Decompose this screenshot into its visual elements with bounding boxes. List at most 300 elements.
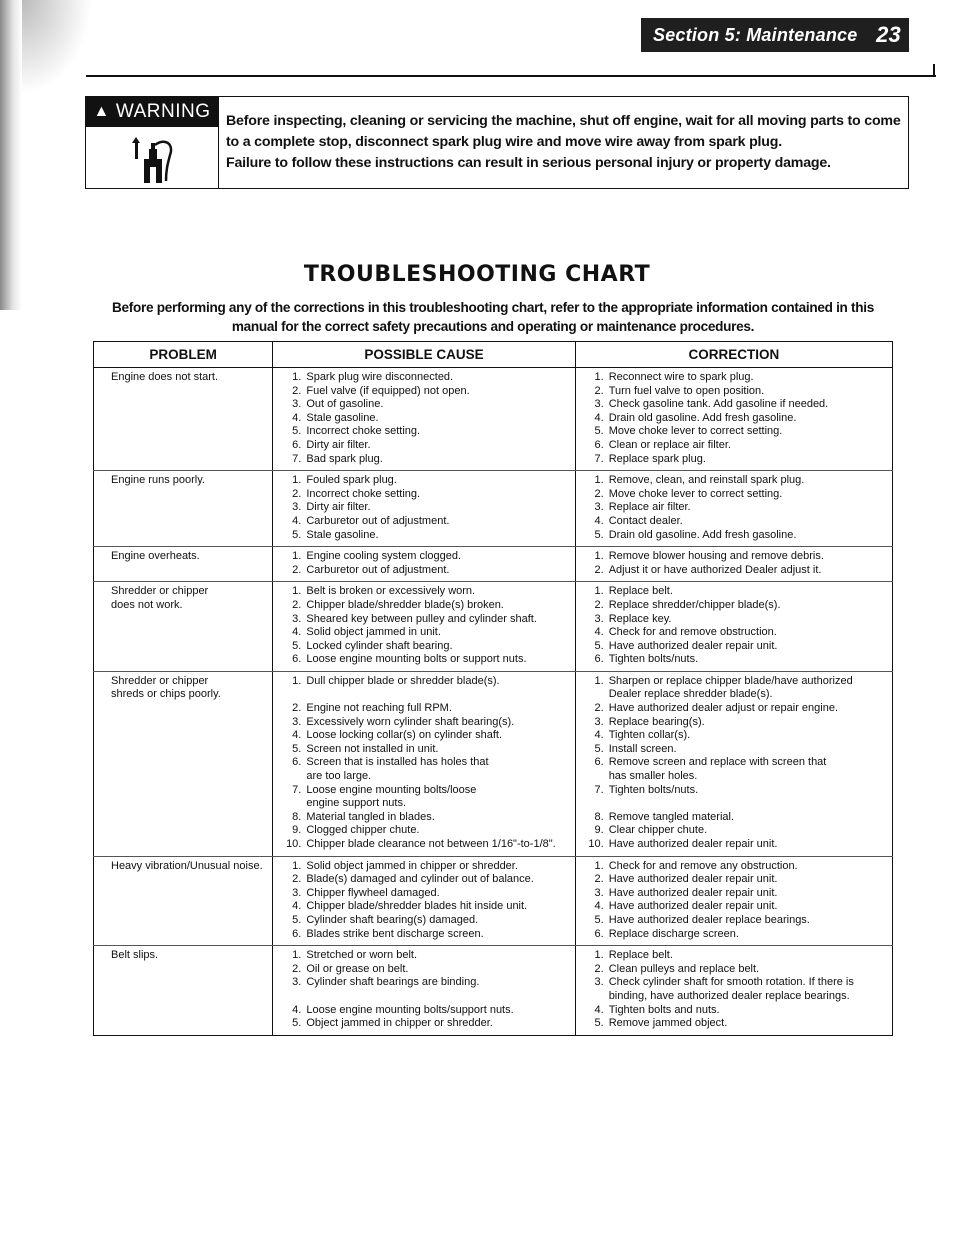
correction-item-text: Check for and remove any obstruction.	[608, 859, 798, 872]
correction-item-text: Clean or replace air filter.	[608, 438, 731, 451]
correction-item-number: 3.	[594, 501, 604, 514]
correction-item	[580, 371, 888, 385]
cause-item-number: 1.	[292, 949, 302, 962]
cause-item-number: 7.	[292, 783, 302, 796]
cause-item	[277, 371, 570, 385]
correction-item-number: 1.	[594, 371, 604, 383]
cause-cell	[273, 471, 575, 547]
cause-item-number: 5.	[292, 425, 302, 438]
cause-item-number: 5.	[292, 639, 302, 652]
correction-item-text: Have authorized dealer repair unit.	[608, 838, 778, 850]
cause-item	[277, 824, 570, 838]
problem-cell: Engine runs poorly.	[94, 471, 273, 547]
cause-item-number: 2.	[292, 487, 302, 500]
correction-item-number: 5.	[594, 425, 604, 438]
correction-item-text: Check for and remove obstruction.	[608, 626, 777, 639]
cause-cell	[273, 946, 575, 1036]
cause-item-text: Dirty air filter.	[306, 438, 371, 451]
cause-item	[277, 784, 570, 811]
cause-item-text: Solid object jammed in unit.	[306, 626, 441, 639]
problem-cell: Heavy vibration/Unusual noise.	[94, 856, 273, 946]
correction-item	[580, 653, 888, 667]
correction-item-text: Check cylinder shaft for smooth rotation. If there is binding, have authorized dealer replace bearings.	[608, 976, 854, 1002]
cause-item-number: 4.	[292, 626, 302, 639]
correction-item	[580, 914, 888, 928]
cause-item-text: Blade(s) damaged and cylinder out of balance.	[306, 873, 534, 886]
cause-item	[277, 453, 570, 467]
cause-item-text: Dull chipper blade or shredder blade(s).	[306, 674, 500, 687]
correction-item-text: Remove, clean, and reinstall spark plug.	[608, 474, 805, 487]
correction-item-number: 4.	[594, 514, 604, 527]
cause-item-number: 3.	[292, 501, 302, 514]
correction-item-text: Replace discharge screen.	[608, 927, 739, 940]
cause-item-text: Incorrect choke setting.	[306, 425, 421, 438]
cause-item-number: 5.	[292, 528, 302, 541]
cause-item-text: Screen that is installed has holes that are too large.	[306, 756, 489, 783]
correction-item	[580, 412, 888, 426]
cause-item-text: Stale gasoline.	[306, 411, 379, 424]
cause-item-number: 6.	[292, 653, 302, 666]
correction-item-number: 7.	[594, 452, 604, 465]
cause-list	[277, 675, 570, 852]
cause-item-text: Cylinder shaft bearing(s) damaged.	[306, 913, 479, 926]
cause-item	[277, 1004, 570, 1018]
cause-item-text: Fouled spark plug.	[306, 474, 397, 487]
correction-item	[580, 949, 888, 963]
correction-item-text: Have authorized dealer repair unit.	[608, 639, 778, 652]
cause-item	[277, 887, 570, 901]
cause-item-number: 3.	[292, 398, 302, 411]
correction-item-number: 5.	[594, 742, 604, 755]
correction-item	[580, 626, 888, 640]
correction-item-number: 1.	[594, 674, 604, 687]
correction-item-number: 2.	[594, 873, 604, 886]
cause-item	[277, 1017, 570, 1031]
warning-instruction: Before inspecting, cleaning or servicing the machine, shut off engine, wait for all moving parts to come to a complete stop, disconnect spark plug wire and move wire away from spark plug.	[226, 113, 901, 150]
table-row	[94, 671, 893, 856]
correction-item	[580, 1017, 888, 1031]
correction-item	[580, 453, 888, 467]
correction-item-text: Tighten bolts/nuts.	[608, 653, 699, 666]
page-number: 23	[876, 22, 901, 47]
correction-list	[580, 474, 888, 542]
correction-item	[580, 564, 888, 578]
warning-consequence: Failure to follow these instructions can result in serious personal injury or property damage.	[226, 155, 831, 171]
cause-item-text: Loose engine mounting bolts/loose engine support nuts.	[306, 783, 477, 810]
cause-item-number: 4.	[292, 729, 302, 742]
cause-item-text: Locked cylinder shaft bearing.	[306, 639, 453, 652]
cause-item-number: 1.	[292, 371, 302, 383]
cause-item	[277, 860, 570, 874]
correction-item	[580, 743, 888, 757]
cause-item	[277, 398, 570, 412]
correction-item-text: Have authorized dealer replace bearings.	[608, 913, 810, 926]
correction-list	[580, 550, 888, 577]
cause-list	[277, 371, 570, 466]
correction-item	[580, 398, 888, 412]
correction-item-text: Tighten collar(s).	[608, 729, 691, 742]
correction-item	[580, 529, 888, 543]
cause-item-text: Carburetor out of adjustment.	[306, 514, 450, 527]
cause-item	[277, 474, 570, 488]
cause-item	[277, 550, 570, 564]
correction-cell	[575, 856, 892, 946]
correction-item-number: 2.	[594, 702, 604, 715]
correction-item	[580, 425, 888, 439]
correction-item-text: Have authorized dealer adjust or repair engine.	[608, 702, 838, 715]
correction-item-text: Contact dealer.	[608, 514, 683, 527]
correction-item-text: Drain old gasoline. Add fresh gasoline.	[608, 528, 797, 541]
correction-item-number: 1.	[594, 474, 604, 487]
correction-item	[580, 474, 888, 488]
cause-item-text: Material tangled in blades.	[306, 810, 435, 823]
cause-item-number: 3.	[292, 886, 302, 899]
correction-item	[580, 729, 888, 743]
cause-item-text: Engine cooling system clogged.	[306, 550, 462, 563]
problem-cell: Belt slips.	[94, 946, 273, 1036]
correction-item-text: Install screen.	[608, 742, 677, 755]
correction-item-number: 4.	[594, 1003, 604, 1016]
cause-item	[277, 949, 570, 963]
correction-item	[580, 515, 888, 529]
column-header-correction: CORRECTION	[575, 342, 892, 368]
correction-item-text: Turn fuel valve to open position.	[608, 384, 765, 397]
correction-list	[580, 585, 888, 667]
table-header-row	[94, 342, 893, 368]
cause-item	[277, 873, 570, 887]
cause-item	[277, 900, 570, 914]
cause-item	[277, 729, 570, 743]
cause-item-text: Dirty air filter.	[306, 501, 371, 514]
cause-item	[277, 585, 570, 599]
correction-cell	[575, 946, 892, 1036]
cause-list	[277, 550, 570, 577]
cause-item-number: 1.	[292, 674, 302, 687]
correction-item	[580, 900, 888, 914]
correction-cell	[575, 547, 892, 582]
column-header-cause: POSSIBLE CAUSE	[273, 342, 575, 368]
cause-item	[277, 914, 570, 928]
correction-item-text: Replace air filter.	[608, 501, 691, 514]
cause-item-number: 4.	[292, 411, 302, 424]
cause-item	[277, 385, 570, 399]
correction-item	[580, 716, 888, 730]
correction-item-number: 2.	[594, 487, 604, 500]
cause-cell	[273, 547, 575, 582]
correction-item-number: 5.	[594, 639, 604, 652]
cause-item-text: Oil or grease on belt.	[306, 962, 409, 975]
correction-cell	[575, 471, 892, 547]
cause-item	[277, 743, 570, 757]
spark-plug-wire-icon	[126, 133, 176, 185]
correction-item	[580, 640, 888, 654]
cause-item	[277, 501, 570, 515]
cause-item-text: Carburetor out of adjustment.	[306, 563, 450, 576]
correction-item	[580, 824, 888, 838]
cause-item-text: Chipper flywheel damaged.	[306, 886, 440, 899]
correction-cell	[575, 671, 892, 856]
correction-item-number: 2.	[594, 962, 604, 975]
correction-item	[580, 585, 888, 599]
correction-item-text: Remove screen and replace with screen that has smaller holes.	[608, 756, 827, 783]
correction-item-text: Move choke lever to correct setting.	[608, 487, 783, 500]
cause-item	[277, 529, 570, 543]
problem-cell: Shredder or chipper does not work.	[94, 582, 273, 672]
cause-item-number: 6.	[292, 927, 302, 940]
cause-item	[277, 626, 570, 640]
correction-item-text: Have authorized dealer repair unit.	[608, 886, 778, 899]
cause-item-number: 4.	[292, 900, 302, 913]
correction-item	[580, 963, 888, 977]
cause-item	[277, 675, 570, 702]
correction-list	[580, 860, 888, 942]
cause-item-text: Stretched or worn belt.	[306, 949, 418, 962]
correction-item-number: 3.	[594, 886, 604, 899]
cause-item	[277, 928, 570, 942]
correction-item-text: Remove blower housing and remove debris.	[608, 550, 824, 563]
cause-item	[277, 640, 570, 654]
cause-item-number: 3.	[292, 976, 302, 989]
cause-item	[277, 439, 570, 453]
cause-item-number: 2.	[292, 384, 302, 397]
correction-item	[580, 613, 888, 627]
correction-item	[580, 550, 888, 564]
cause-item-number: 1.	[292, 550, 302, 563]
correction-item	[580, 838, 888, 852]
correction-item-number: 3.	[594, 398, 604, 411]
cause-item-number: 5.	[292, 742, 302, 755]
table-row	[94, 368, 893, 471]
section-header	[641, 18, 909, 52]
cause-item-number: 1.	[292, 859, 302, 872]
correction-item	[580, 599, 888, 613]
correction-item-text: Replace belt.	[608, 949, 673, 962]
correction-item-text: Replace key.	[608, 612, 672, 625]
correction-item	[580, 385, 888, 399]
cause-item-number: 6.	[292, 756, 302, 769]
correction-item	[580, 811, 888, 825]
cause-item-number: 1.	[292, 585, 302, 598]
cause-item-text: Solid object jammed in chipper or shredder.	[306, 859, 518, 872]
column-header-problem: PROBLEM	[94, 342, 273, 368]
correction-item-number: 4.	[594, 411, 604, 424]
correction-item-number: 5.	[594, 528, 604, 541]
correction-item-number: 1.	[594, 859, 604, 872]
cause-item-text: Sheared key between pulley and cylinder shaft.	[306, 612, 537, 625]
cause-item-number: 2.	[292, 962, 302, 975]
correction-item-text: Replace belt.	[608, 585, 673, 598]
correction-item-number: 5.	[594, 913, 604, 926]
warning-icon-cell	[86, 97, 219, 188]
correction-item	[580, 488, 888, 502]
correction-item-number: 4.	[594, 626, 604, 639]
cause-list	[277, 860, 570, 942]
table-row	[94, 946, 893, 1036]
cause-cell	[273, 856, 575, 946]
correction-item-number: 10.	[588, 838, 604, 850]
correction-item-number: 1.	[594, 585, 604, 598]
warning-label	[86, 97, 218, 127]
correction-item-text: Replace spark plug.	[608, 452, 706, 465]
correction-item-text: Have authorized dealer repair unit.	[608, 900, 778, 913]
troubleshooting-table	[93, 341, 893, 1036]
cause-item	[277, 756, 570, 783]
cause-list	[277, 585, 570, 667]
cause-item-number: 2.	[292, 873, 302, 886]
section-title: Section 5: Maintenance	[653, 24, 858, 45]
correction-item-number: 8.	[594, 810, 604, 823]
cause-item-number: 7.	[292, 452, 302, 465]
cause-list	[277, 949, 570, 1031]
correction-item	[580, 928, 888, 942]
cause-cell	[273, 671, 575, 856]
correction-item-number: 1.	[594, 550, 604, 563]
correction-item-number: 6.	[594, 756, 604, 769]
correction-item-text: Remove tangled material.	[608, 810, 735, 823]
cause-item-text: Loose engine mounting bolts/support nuts.	[306, 1003, 514, 1016]
correction-list	[580, 949, 888, 1031]
correction-item	[580, 439, 888, 453]
correction-item	[580, 501, 888, 515]
correction-item	[580, 887, 888, 901]
cause-item-text: Clogged chipper chute.	[306, 824, 420, 837]
cause-item-number: 6.	[292, 438, 302, 451]
cause-item	[277, 702, 570, 716]
correction-item-number: 2.	[594, 598, 604, 611]
cause-item	[277, 488, 570, 502]
problem-cell: Shredder or chipper shreds or chips poorly.	[94, 671, 273, 856]
correction-item-text: Drain old gasoline. Add fresh gasoline.	[608, 411, 797, 424]
correction-item-number: 2.	[594, 384, 604, 397]
cause-cell	[273, 582, 575, 672]
correction-cell	[575, 368, 892, 471]
correction-item-text: Clean pulleys and replace belt.	[608, 962, 760, 975]
cause-item-text: Loose engine mounting bolts or support nuts.	[306, 653, 527, 666]
correction-item-number: 7.	[594, 783, 604, 796]
warning-box	[85, 96, 909, 189]
cause-item	[277, 613, 570, 627]
table-row	[94, 856, 893, 946]
correction-cell	[575, 582, 892, 672]
cause-item-text: Excessively worn cylinder shaft bearing(s).	[306, 715, 515, 728]
cause-item-number: 3.	[292, 715, 302, 728]
cause-item-text: Engine not reaching full RPM.	[306, 702, 452, 715]
table-row	[94, 582, 893, 672]
cause-item-text: Fuel valve (if equipped) not open.	[306, 384, 470, 397]
warning-text	[226, 111, 904, 174]
correction-list	[580, 675, 888, 852]
correction-item-number: 6.	[594, 927, 604, 940]
warning-label-text: WARNING	[115, 101, 211, 122]
correction-item-number: 3.	[594, 715, 604, 728]
correction-item-text: Replace shredder/chipper blade(s).	[608, 598, 781, 611]
cause-item-number: 5.	[292, 913, 302, 926]
cause-item-number: 4.	[292, 1003, 302, 1016]
cause-item-text: Stale gasoline.	[306, 528, 379, 541]
cause-item-number: 1.	[292, 474, 302, 487]
cause-item	[277, 515, 570, 529]
correction-item-number: 1.	[594, 949, 604, 962]
correction-item	[580, 976, 888, 1003]
correction-item-number: 5.	[594, 1017, 604, 1030]
correction-item-text: Adjust it or have authorized Dealer adjust it.	[608, 563, 822, 576]
cause-item	[277, 811, 570, 825]
correction-item	[580, 860, 888, 874]
cause-item-text: Loose locking collar(s) on cylinder shaft.	[306, 729, 503, 742]
correction-item-text: Clear chipper chute.	[608, 824, 708, 837]
correction-item-text: Tighten bolts and nuts.	[608, 1003, 720, 1016]
cause-item-text: Belt is broken or excessively worn.	[306, 585, 476, 598]
table-row	[94, 547, 893, 582]
correction-item-number: 4.	[594, 900, 604, 913]
correction-item-number: 3.	[594, 976, 604, 989]
cause-item	[277, 653, 570, 667]
problem-cell: Engine overheats.	[94, 547, 273, 582]
cause-item-text: Cylinder shaft bearings are binding.	[306, 976, 480, 989]
alert-triangle-icon: ▲	[93, 103, 110, 120]
cause-item-number: 4.	[292, 514, 302, 527]
cause-item-number: 2.	[292, 702, 302, 715]
cause-item-text: Screen not installed in unit.	[306, 742, 439, 755]
correction-item	[580, 873, 888, 887]
table-row	[94, 471, 893, 547]
correction-item	[580, 1004, 888, 1018]
correction-item	[580, 675, 888, 702]
cause-item	[277, 838, 570, 852]
cause-list	[277, 474, 570, 542]
correction-item-text: Sharpen or replace chipper blade/have authorized Dealer replace shredder blade(s).	[608, 674, 853, 701]
page-title: TROUBLESHOOTING CHART	[303, 262, 651, 287]
cause-item	[277, 412, 570, 426]
cause-item-number: 10.	[286, 838, 302, 850]
correction-item-text: Move choke lever to correct setting.	[608, 425, 783, 438]
correction-item-text: Replace bearing(s).	[608, 715, 705, 728]
cause-item-text: Chipper blade/shredder blades hit inside unit.	[306, 900, 528, 913]
correction-item-number: 6.	[594, 438, 604, 451]
correction-item-number: 2.	[594, 563, 604, 576]
correction-item	[580, 756, 888, 783]
cause-item-text: Chipper blade clearance not between 1/16"-to-1/8".	[306, 838, 556, 850]
correction-item-number: 6.	[594, 653, 604, 666]
cause-item	[277, 963, 570, 977]
cause-item-text: Chipper blade/shredder blade(s) broken.	[306, 598, 504, 611]
cause-item	[277, 564, 570, 578]
cause-item	[277, 599, 570, 613]
cause-item-number: 8.	[292, 810, 302, 823]
table-body	[94, 368, 893, 1036]
correction-item-number: 9.	[594, 824, 604, 837]
correction-list	[580, 371, 888, 466]
correction-item-text: Have authorized dealer repair unit.	[608, 873, 778, 886]
scan-edge-speck	[22, 0, 92, 95]
correction-item-number: 3.	[594, 612, 604, 625]
intro-text: Before performing any of the corrections in this troubleshooting chart, refer to the appropriate information contained in this manual for the correct safety precautions and operating or maintenance procedures.	[111, 300, 875, 334]
cause-item-text: Out of gasoline.	[306, 398, 384, 411]
cause-item-text: Object jammed in chipper or shredder.	[306, 1017, 493, 1030]
correction-item-text: Reconnect wire to spark plug.	[608, 371, 754, 383]
cause-item-text: Spark plug wire disconnected.	[306, 371, 454, 383]
correction-item-number: 4.	[594, 729, 604, 742]
cause-item-number: 2.	[292, 563, 302, 576]
cause-item	[277, 425, 570, 439]
correction-item	[580, 784, 888, 811]
cause-cell	[273, 368, 575, 471]
cause-item-text: Incorrect choke setting.	[306, 487, 421, 500]
cause-item-number: 5.	[292, 1017, 302, 1030]
correction-item-text: Check gasoline tank. Add gasoline if needed.	[608, 398, 829, 411]
correction-item	[580, 702, 888, 716]
cause-item	[277, 976, 570, 1003]
